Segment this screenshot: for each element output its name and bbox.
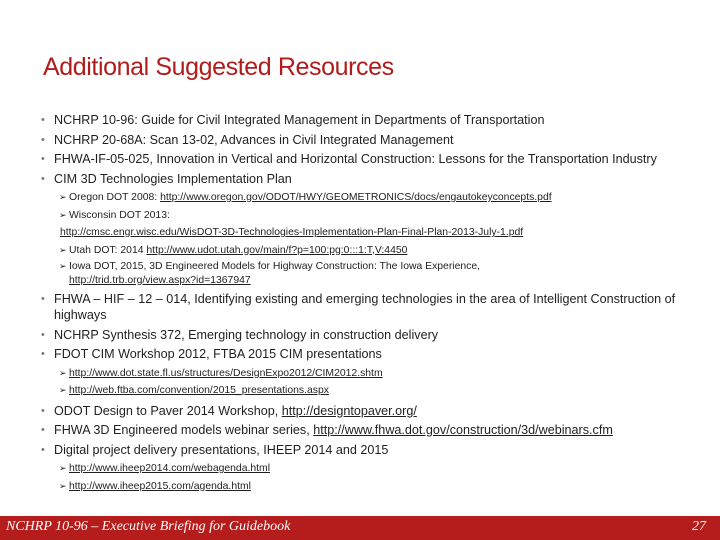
odot-label: ODOT Design to Paver 2014 Workshop, [54,403,282,418]
sub-utah [40,243,700,259]
sub-wisconsin-url-line [40,225,700,241]
iheep2015-link[interactable]: http://www.iheep2015.com/agenda.html [69,480,251,492]
content-area [40,112,700,496]
footer-bar [0,516,720,540]
bullet-fhwa-webinar [40,422,700,438]
oregon-label: Oregon DOT 2008: [69,192,161,203]
arrow-bullet-icon: ➢ [59,209,67,220]
wisconsin-link[interactable]: http://cmsc.engr.wisc.edu/WisDOT-3D-Technologies-Implementation-Plan-Final-Plan-2013-July-1.pdf [60,227,524,238]
iowa-link[interactable]: http://trid.trb.org/view.aspx?id=1367947 [69,274,251,286]
bullet-fhwa-if-05-025: • FHWA-IF-05-025, Innovation in Vertical and Horizontal Construction: Lessons for the Transportation Industry [40,151,700,167]
arrow-bullet-icon: ➢ [59,244,67,255]
sub-iowa [40,260,700,287]
bullet-nchrp-synthesis-372: • NCHRP Synthesis 372, Emerging technology in construction delivery [40,327,700,343]
sub-wisconsin [40,208,700,224]
fdot-cim-link[interactable]: http://www.dot.state.fl.us/structures/DesignExpo2012/CIM2012.shtm [69,367,383,379]
bullet-odot-workshop [40,403,700,419]
bullet-digital-delivery: • Digital project delivery presentations, IHEEP 2014 and 2015 [40,442,700,458]
slide-title: Additional Suggested Resources [43,53,394,81]
bullet-cim-3d-plan: • CIM 3D Technologies Implementation Plan [40,171,700,187]
arrow-bullet-icon: ➢ [59,480,67,491]
iowa-label: Iowa DOT, 2015, 3D Engineered Models for Highway Construction: The Iowa Experience, [69,261,481,272]
arrow-bullet-icon: ➢ [59,367,67,378]
bullet-nchrp-20-68a: • NCHRP 20-68A: Scan 13-02, Advances in Civil Integrated Management [40,132,700,148]
ftba-link[interactable]: http://web.ftba.com/convention/2015_presentations.aspx [69,385,329,396]
footer-text: NCHRP 10-96 – Executive Briefing for Guidebook [6,519,291,534]
odot-link[interactable]: http://designtopaver.org/ [281,403,417,418]
utah-label: Utah DOT: 2014 [69,244,147,256]
arrow-bullet-icon: ➢ [59,192,67,202]
oregon-link[interactable]: http://www.oregon.gov/ODOT/HWY/GEOMETRONICS/docs/engautokeyconcepts.pdf [160,192,552,203]
sub-ftba-link [40,383,700,399]
iheep2014-link[interactable]: http://www.iheep2014.com/webagenda.html [69,463,271,474]
fhwa-webinar-label: FHWA 3D Engineered models webinar series, [54,423,314,437]
arrow-bullet-icon: ➢ [59,261,67,271]
bullet-fhwa-hif-12-014: • FHWA – HIF – 12 – 014, Identifying existing and emerging technologies in the area of Intelligent Construction of highways [40,291,700,323]
arrow-bullet-icon: ➢ [59,463,67,473]
bullet-nchrp-10-96: • NCHRP 10-96: Guide for Civil Integrated Management in Departments of Transportation [40,112,700,128]
sub-fdot-link [40,366,700,382]
fhwa-webinar-link[interactable]: http://www.fhwa.dot.gov/construction/3d/webinars.cfm [313,423,613,437]
sub-iheep2014 [40,461,700,477]
arrow-bullet-icon: ➢ [59,385,67,395]
sub-oregon [40,190,700,206]
utah-link[interactable]: http://www.udot.utah.gov/main/f?p=100:pg:0:::1:T,V:4450 [146,244,408,256]
wisconsin-label: Wisconsin DOT 2013: [69,209,170,221]
bullet-fdot-cim-workshop: • FDOT CIM Workshop 2012, FTBA 2015 CIM presentations [40,346,700,362]
page-number: 27 [692,519,706,534]
sub-iheep2015 [40,479,700,495]
